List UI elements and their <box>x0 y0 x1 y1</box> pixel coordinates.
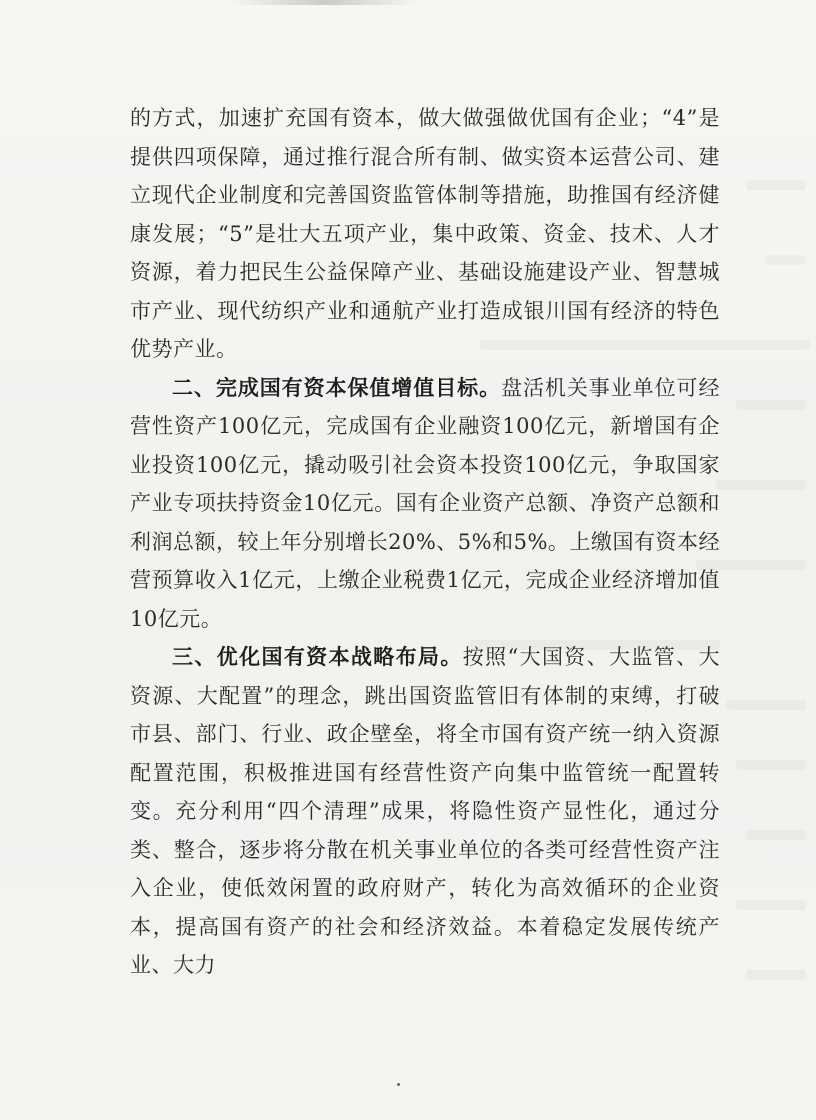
paragraph-3-body: 按照“大国资、大监管、大资源、大配置”的理念，跳出国资监管旧有体制的束缚，打破市县、部门、行业、政企壁垒，将全市国有资产统一纳入资源配置范围，积极推进国有经营性资产向集中监管统一配置转变。充分利用“四个清理”成果，将隐性资产显性化，通过分类、整合，逐步将分散在机关事业单位的各类可经营性资产注入企业，使低效闲置的政府财产，转化为高效循环的企业资本，提高国有资产的社会和经济效益。本着稳定发展传统产业、大力 <box>130 645 720 977</box>
scan-edge-mark <box>230 0 420 5</box>
paragraph-2-heading: 二、完成国有资本保值增值目标。 <box>172 375 502 400</box>
paragraph-3 <box>130 638 720 985</box>
paragraph-2-body: 盘活机关事业单位可经营性资产100亿元，完成国有企业融资100亿元，新增国有企业投资100亿元，撬动吸引社会资本投资100亿元，争取国家产业专项扶持资金10亿元。国有企业资产总额、净资产总额和利润总额，较上年分别增长20%、5%和5%。上缴国有资本经营预算收入1亿元，上缴企业税费1亿元，完成企业经济增加值10亿元。 <box>130 375 720 631</box>
paragraph-1: 的方式，加速扩充国有资本，做大做强做优国有企业；“4”是提供四项保障，通过推行混合所有制、做实资本运营公司、建立现代企业制度和完善国资监管体制等措施，助推国有经济健康发展；“5”是壮大五项产业，集中政策、资金、技术、人才资源，着力把民生公益保障产业、基础设施建设产业、智慧城市产业、现代纺织产业和通航产业打造成银川国有经济的特色优势产业。 <box>130 106 720 361</box>
paragraph-3-heading: 三、优化国有资本战略布局。 <box>172 645 463 669</box>
document-body <box>130 99 720 985</box>
scan-speck <box>397 1083 400 1086</box>
paragraph-2 <box>130 369 720 639</box>
